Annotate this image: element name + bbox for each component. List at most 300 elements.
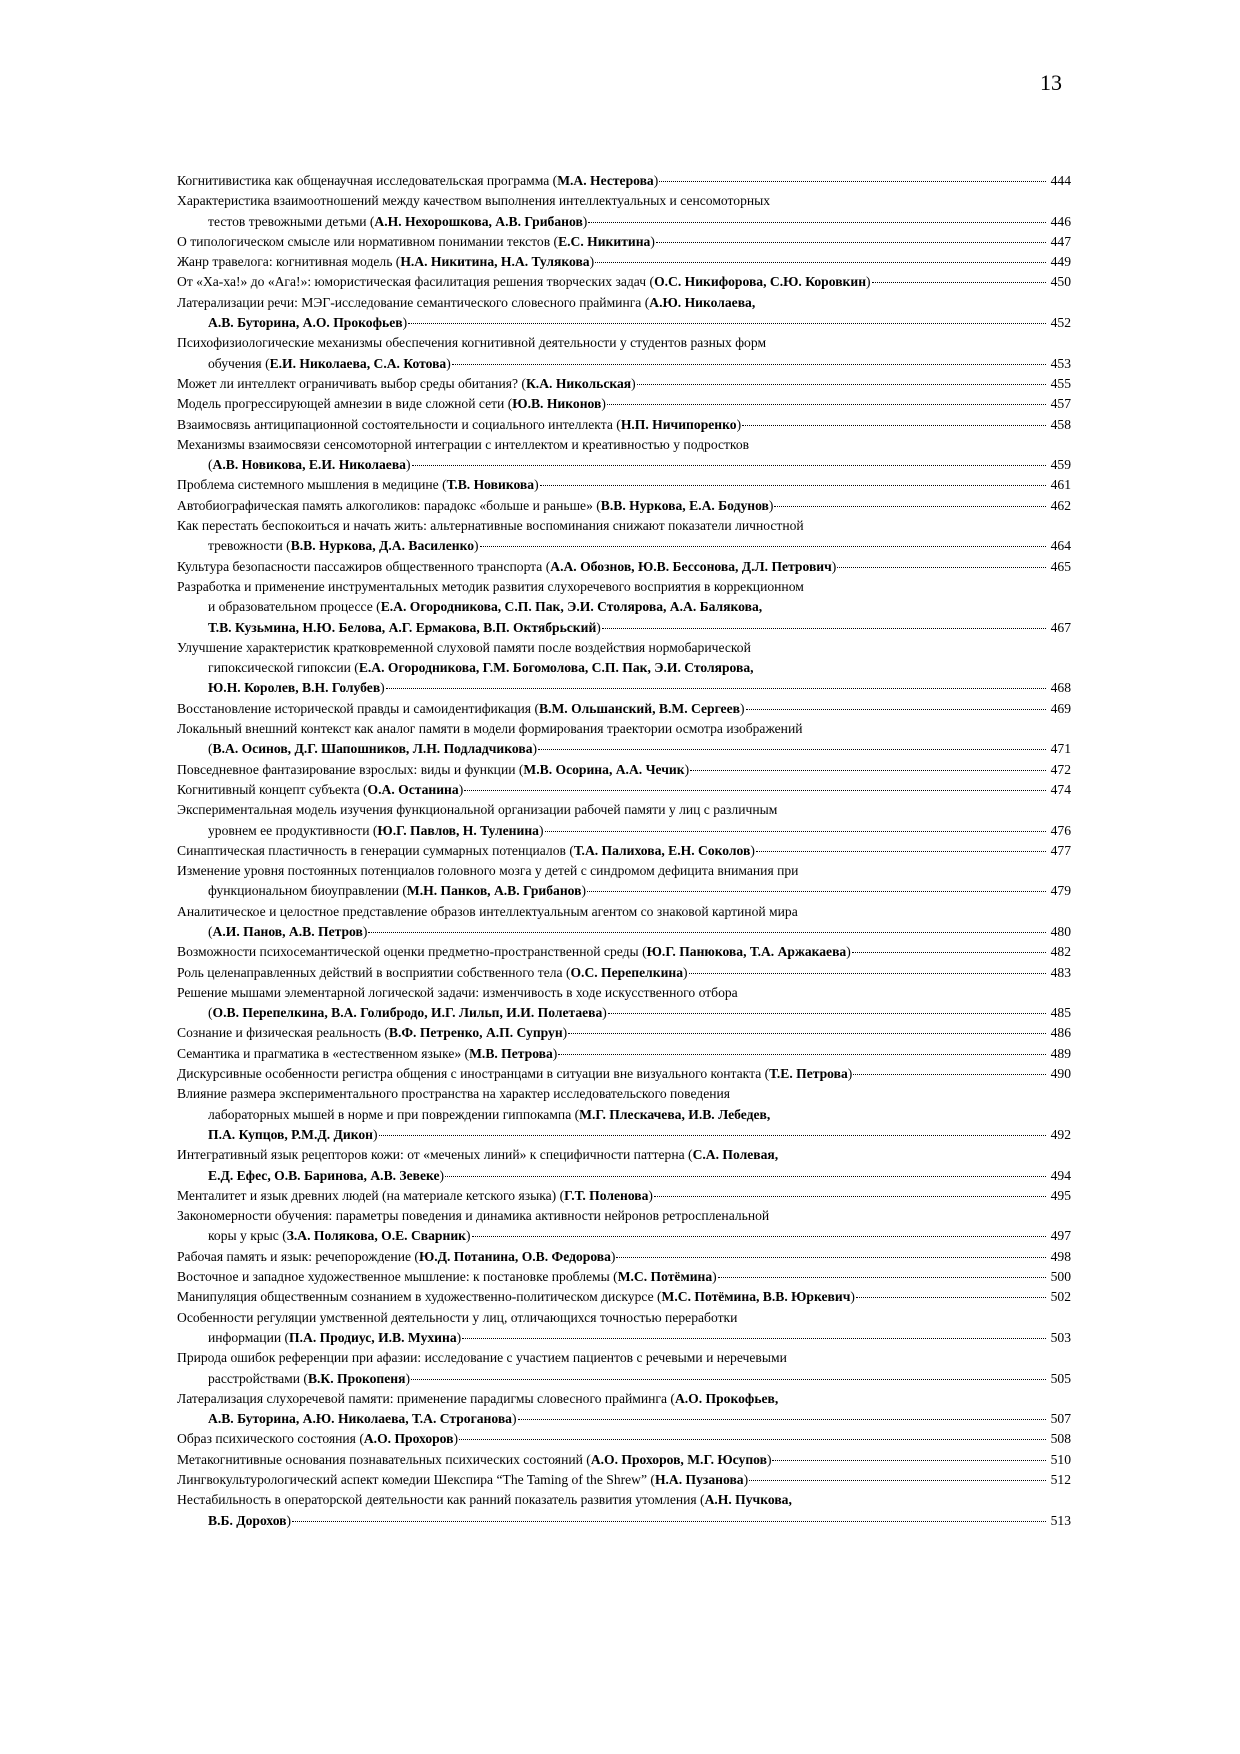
toc-entry-authors: О.С. Никифорова, С.Ю. Коровкин [654,274,867,290]
toc-entry-title: ) [766,1451,772,1467]
toc-entry-title: ) [712,1269,717,1285]
toc-entry-page: 505 [1050,1370,1071,1386]
dot-leader [602,628,1046,629]
dot-leader [772,1460,1046,1461]
dot-leader [690,770,1046,771]
toc-entry-authors: Ю.Н. Королев, В.Н. Голубев [208,680,381,696]
toc-entry-line [177,1328,1071,1348]
toc-entry-page: 457 [1050,396,1071,412]
toc-entry [177,171,1071,191]
toc-entry-line [177,1247,1071,1267]
toc-entry-authors: В.В. Нуркова, Е.А. Бодунов [600,497,769,513]
toc-entry-authors: А.О. Прохоров, М.Г. Юсупов [590,1451,767,1467]
toc-entry-authors: В.К. Прокопеня [307,1370,406,1386]
toc-entry-title: ) [684,761,690,777]
toc-entry-authors: К.А. Никольская [525,375,632,391]
dot-leader [464,790,1046,791]
toc-entry-title: Особенности регуляции умственной деятельности у лиц, отличающихся точностью переработки [177,1309,738,1325]
dot-leader [292,1521,1046,1522]
toc-entry-line [177,354,1071,374]
toc-entry-title: Латерализации речи: МЭГ-исследование семантического словесного прайминга ( [177,294,650,310]
toc-entry-authors: Г.Т. Поленова [564,1187,649,1203]
dot-leader [462,1338,1046,1339]
dot-leader [480,546,1046,547]
toc-entry-title: функциональном биоуправлении ( [208,883,407,899]
toc-entry-line [177,1064,1071,1084]
toc-entry-title: ) [405,457,411,473]
toc-entry-title: ) [466,1228,471,1244]
toc-entry-line [177,415,1071,435]
toc-entry-authors: В.М. Ольшанский, В.М. Сергеев [538,700,740,716]
toc-entry-title: ) [847,1066,853,1082]
toc-entry-page: 502 [1050,1289,1071,1305]
toc-entry-page: 489 [1050,1045,1071,1061]
toc-entry-title: Метакогнитивные основания познавательных психических состояний ( [177,1451,591,1467]
toc-entry-title: коры у крыс ( [208,1228,287,1244]
toc-entry [177,1389,1071,1430]
toc-entry-authors: Ю.В. Никонов [512,396,602,412]
toc-entry-line [177,861,1071,881]
toc-entry-page: 492 [1050,1126,1071,1142]
dot-leader [746,709,1046,710]
toc-entry-page: 465 [1050,558,1071,574]
toc-entry [177,760,1071,780]
toc-entry-title: Улучшение характеристик кратковременной слуховой памяти после воздействия нормобарической [177,639,751,655]
toc-entry-title: ) [511,1411,517,1427]
toc-entry-line [177,1125,1071,1145]
toc-entry-title: ) [736,416,742,432]
toc-entry-title: лабораторных мышей в норме и при повреждении гиппокампа ( [208,1106,580,1122]
toc-entry [177,800,1071,841]
dot-leader [656,242,1046,243]
toc-entry-title: ) [610,1248,616,1264]
toc-entry-title: ( [208,1005,213,1021]
toc-entry-title: ) [380,680,385,696]
toc-entry-page: 498 [1050,1248,1071,1264]
toc-entry-title: ) [538,822,544,838]
toc-entry-title: Возможности психосемантической оценки предметно-пространственной среды ( [177,944,647,960]
toc-entry-authors: В.А. Осинов, Д.Г. Шапошников, Л.Н. Подладчикова [212,741,533,757]
dot-leader [607,404,1046,405]
toc-entry-authors: Т.В. Кузьмина, Н.Ю. Белова, А.Г. Ермакова, В.П. Октябрьский [208,619,597,635]
toc-entry-title: ( [208,457,213,473]
toc-entry-page: 512 [1050,1472,1071,1487]
toc-entry-line [177,760,1071,780]
toc-entry-authors: Ю.Г. Панюкова, Т.А. Аржакаева [646,944,847,960]
toc-entry [177,902,1071,943]
toc-entry-page: 462 [1050,497,1071,513]
dot-leader [518,1419,1046,1420]
toc-entry-line [177,1166,1071,1186]
toc-entry-title: ) [866,274,871,290]
toc-entry-title: Культура безопасности пассажиров общественного транспорта ( [177,558,551,574]
dot-leader [616,1257,1046,1258]
toc-entry [177,841,1071,861]
toc-entry-authors: А.Ю. Николаева, [649,294,756,310]
toc-entry [177,496,1071,516]
toc-entry-authors: Е.С. Никитина [558,233,651,249]
toc-entry-page: 497 [1050,1228,1071,1244]
toc-entry-line [177,1044,1071,1064]
toc-entry-line [177,922,1071,942]
toc-entry-line [177,678,1071,698]
dot-leader [749,1480,1046,1481]
toc-entry-authors: М.В. Осорина, А.А. Чечик [523,761,685,777]
toc-entry [177,942,1071,962]
toc-entry-page: 495 [1050,1187,1071,1203]
toc-entry-title: ) [402,315,408,331]
toc-entry-authors: Н.А. Никитина, Н.А. Тулякова [400,254,590,270]
toc-entry-line [177,800,1071,820]
toc-entry-line [177,191,1071,211]
toc-entry [177,1206,1071,1247]
toc-entry-line [177,1287,1071,1307]
toc-entry [177,719,1071,760]
toc-entry-line [177,841,1071,861]
toc-entry-page: 476 [1050,822,1071,838]
toc-entry-authors: В.В. Нуркова, Д.А. Василенко [290,538,475,554]
dot-leader [856,1297,1046,1298]
toc-entry-line [177,293,1071,313]
toc-entry-title: тестов тревожными детьми ( [208,213,375,229]
toc-entry-title: От «Ха-ха!» до «Ага!»: юмористическая фасилитация решения творческих задач ( [177,274,655,290]
dot-leader [774,506,1046,507]
toc-entry-title: ) [768,497,774,513]
toc-entry-line [177,232,1071,252]
toc-entry-line [177,1308,1071,1328]
toc-entry-page: 444 [1050,173,1071,188]
toc-entry-title: Латерализация слухоречевой памяти: применение парадигмы словесного прайминга ( [177,1390,675,1406]
toc-entry-line [177,942,1071,962]
toc-entry-title: ) [750,842,755,858]
toc-entry-title: Влияние размера экспериментального пространства на характер исследовательского поведения [177,1086,731,1102]
toc-entry [177,191,1071,232]
toc-entry-page: 450 [1050,274,1071,290]
toc-entry-line [177,1023,1071,1043]
dot-leader [689,973,1046,974]
toc-entry-authors: А.О. Прохоров [363,1431,454,1447]
toc-entry-authors: Ю.Г. Павлов, Н. Туленина [377,822,539,838]
dot-leader [558,1054,1046,1055]
dot-leader [412,465,1046,466]
toc-entry-title: Психофизиологические механизмы обеспечения когнитивной деятельности у студентов разных форм [177,335,767,351]
toc-entry [177,1470,1071,1490]
toc-entry-line [177,902,1071,922]
toc-entry-page: 453 [1050,355,1071,371]
toc-entry-authors: Е.Д. Ефес, О.В. Баринова, А.В. Зевеке [208,1167,440,1183]
toc-entry-authors: О.А. Останина [367,781,459,797]
toc-entry [177,1287,1071,1307]
toc-entry-title: Аналитическое и целостное представление образов интеллектуальным агентом со знаковой картиной мира [177,903,798,919]
toc-entry-authors: М.Г. Плескачева, И.В. Лебедев, [579,1106,771,1122]
toc-entry-title: ) [846,944,851,960]
toc-entry-line [177,435,1071,455]
toc-entry-title: Может ли интеллект ограничивать выбор среды обитания? ( [177,375,526,391]
toc-entry-title: ) [589,254,595,270]
toc-entry-line [177,1226,1071,1246]
toc-entry-title: ) [532,741,538,757]
toc-entry-title: Автобиографическая память алкоголиков: парадокс «больше и раньше» ( [177,497,601,513]
toc-entry-page: 507 [1050,1411,1071,1427]
toc-entry-title: ( [208,923,213,939]
toc-entry-line [177,1429,1071,1449]
toc-entry-line [177,780,1071,800]
toc-entry-line [177,496,1071,516]
toc-entry [177,1064,1071,1084]
toc-entry-title: ) [602,1005,607,1021]
dot-leader [408,323,1046,324]
toc-entry-line [177,983,1071,1003]
dot-leader [654,1196,1046,1197]
toc-entry-line [177,1105,1071,1125]
toc-entry-authors: Е.И. Николаева, С.А. Котова [269,355,447,371]
toc-entry-page: 479 [1050,883,1071,899]
toc-entry-authors: Т.А. Палихова, Е.Н. Соколов [573,842,751,858]
toc-entry-page: 455 [1050,375,1071,391]
toc-entry [177,699,1071,719]
toc-entry-authors: М.С. Потёмина [617,1269,713,1285]
toc-entry-page: 477 [1050,842,1071,858]
toc-entry-title: ) [453,1431,459,1447]
page-number: 13 [1040,70,1062,95]
toc-entry-title: ) [446,355,451,371]
toc-entry-authors: Н.А. Пузанова [654,1472,744,1487]
toc-entry-authors: В.Б. Дорохов [208,1512,287,1528]
toc-entry-page: 469 [1050,700,1071,716]
toc-entry [177,1084,1071,1145]
toc-entry-line [177,536,1071,556]
toc-entry-title: обучения ( [208,355,270,371]
toc-entry-line [177,1145,1071,1165]
toc-entry-title: Рабочая память и язык: речепорождение ( [177,1248,419,1264]
toc-entry-title: Восточное и западное художественное мышление: к постановке проблемы ( [177,1269,618,1285]
toc-entry [177,374,1071,394]
toc-entry-title: ) [552,1045,558,1061]
toc-entry-page: 503 [1050,1329,1071,1345]
toc-entry-title: уровнем ее продуктивности ( [208,822,378,838]
toc-entry [177,1348,1071,1389]
toc-entry-line [177,557,1071,577]
toc-entry-page: 480 [1050,923,1071,939]
toc-entry-line [177,1389,1071,1409]
toc-entry-line [177,719,1071,739]
toc-entry [177,232,1071,252]
dot-leader [595,262,1046,263]
toc-entry [177,638,1071,699]
toc-entry [177,1145,1071,1186]
toc-entry [177,577,1071,638]
toc-entry-page: 452 [1050,315,1071,331]
toc-entry-title: ) [850,1289,855,1305]
toc-entry-title: ) [653,173,659,188]
toc-entry [177,516,1071,557]
dot-leader [756,851,1046,852]
dot-leader [386,688,1046,689]
dot-leader [545,831,1047,832]
toc-entry-line [177,1511,1071,1531]
dot-leader [459,1439,1046,1440]
toc-entry-page: 510 [1050,1451,1071,1467]
toc-entry-title: Природа ошибок референции при афазии: исследование с участием пациентов с речевыми и неречевыми [177,1350,787,1366]
toc-entry-title: Модель прогрессирующей амнезии в виде сложной сети ( [177,396,513,412]
toc-entry-line [177,516,1071,536]
toc-entry [177,1490,1071,1531]
toc-entry-title: ) [743,1472,749,1487]
toc-entry-page: 513 [1050,1512,1071,1528]
toc-entry-page: 486 [1050,1025,1071,1041]
toc-entry-authors: Е.А. Огородникова, Г.М. Богомолова, С.П. Пак, Э.И. Столярова, [358,660,754,676]
toc-entry-title: информации ( [208,1329,290,1345]
toc-entry-line [177,739,1071,759]
toc-entry-title: Семантика и прагматика в «естественном языке» ( [177,1045,470,1061]
toc-entry-line [177,212,1071,232]
dot-leader [379,1135,1046,1136]
toc-entry-title: Нестабильность в операторской деятельности как ранний показатель развития утомления ( [177,1492,705,1508]
toc-entry-page: 458 [1050,416,1071,432]
toc-entry [177,394,1071,414]
toc-entry-title: ) [582,213,588,229]
toc-entry-line [177,333,1071,353]
toc-entry-page: 490 [1050,1066,1071,1082]
dot-leader [568,1033,1046,1034]
toc-entry-line [177,1450,1071,1470]
toc-entry [177,415,1071,435]
toc-entry-title: Лингвокультурологический аспект комедии Шекспира “The Taming of the Shrew” ( [177,1472,655,1487]
toc-entry-line [177,1490,1071,1510]
dot-leader [637,384,1046,385]
dot-leader [853,1074,1046,1075]
toc-entry-authors: В.Ф. Петренко, А.П. Супрун [388,1025,563,1041]
toc-entry-title: Когнитивистика как общенаучная исследовательская программа ( [177,173,558,188]
dot-leader [718,1277,1046,1278]
toc-entry [177,557,1071,577]
toc-entry-title: ) [373,1126,378,1142]
toc-entry-title: Роль целенаправленных действий в восприятии собственного тела ( [177,964,571,980]
toc-entry [177,1044,1071,1064]
dot-leader [472,1236,1046,1237]
toc-entry-title: ) [683,964,688,980]
toc-entry-title: ) [631,375,636,391]
toc-entry-line [177,618,1071,638]
dot-leader [588,222,1046,223]
dot-leader [452,364,1046,365]
toc-entry-authors: М.В. Петрова [469,1045,553,1061]
toc-entry-line [177,252,1071,272]
toc-entry-authors: П.А. Купцов, Р.М.Д. Дикон [208,1126,374,1142]
toc-entry [177,1429,1071,1449]
toc-entry-authors: А.Н. Нехорошкова, А.В. Грибанов [374,213,583,229]
table-of-contents [177,171,1071,1531]
dot-leader [411,1379,1046,1380]
toc-entry-title: Как перестать беспокоиться и начать жить: альтернативные воспоминания снижают показатели личностной [177,518,804,534]
dot-leader [368,932,1046,933]
toc-entry [177,293,1071,334]
toc-entry [177,272,1071,292]
toc-entry-title: Проблема системного мышления в медицине ( [177,477,447,493]
toc-entry [177,1308,1071,1349]
toc-entry-title: и образовательном процессе ( [208,599,381,615]
toc-entry-authors: А.Н. Пучкова, [704,1492,792,1508]
toc-entry-authors: М.А. Нестерова [557,173,654,188]
toc-entry-title: Взаимосвязь антиципационной состоятельности и социального интеллекта ( [177,416,621,432]
toc-entry-title: Когнитивный концепт субъекта ( [177,781,368,797]
toc-entry-line [177,171,1071,191]
toc-entry-title: Локальный внешний контекст как аналог памяти в модели формирования траектории осмотра изображений [177,721,803,737]
toc-entry-title: Закономерности обучения: параметры поведения и динамика активности нейронов ретроспленальной [177,1208,770,1224]
toc-entry-line [177,455,1071,475]
toc-entry-line [177,394,1071,414]
toc-entry-authors: З.А. Полякова, О.Е. Сварник [286,1228,466,1244]
toc-entry-title: Повседневное фантазирование взрослых: виды и функции ( [177,761,524,777]
toc-entry-title: ( [208,741,213,757]
toc-entry-line [177,1470,1071,1490]
dot-leader [540,485,1046,486]
toc-entry-title: ) [739,700,745,716]
toc-entry-authors: Т.В. Новикова [446,477,535,493]
toc-entry-title: ) [362,923,368,939]
toc-entry-line [177,658,1071,678]
toc-entry-title: Образ психического состояния ( [177,1431,364,1447]
toc-entry-line [177,821,1071,841]
toc-entry-authors: А.В. Новикова, Е.И. Николаева [212,457,406,473]
toc-entry-title: О типологическом смысле или нормативном понимании текстов ( [177,233,559,249]
toc-entry [177,1186,1071,1206]
toc-entry-authors: О.В. Перепелкина, В.А. Голибродо, И.Г. Лильп, И.И. Полетаева [212,1005,603,1021]
toc-entry-line [177,1084,1071,1104]
toc-entry-authors: О.С. Перепелкина [570,964,684,980]
toc-entry-line [177,313,1071,333]
toc-entry-page: 449 [1050,254,1071,270]
toc-entry-title: ) [474,538,479,554]
toc-entry-line [177,963,1071,983]
toc-entry-line [177,699,1071,719]
toc-entry-authors: Ю.Д. Потанина, О.В. Федорова [418,1248,611,1264]
toc-entry [177,1450,1071,1470]
toc-entry-line [177,272,1071,292]
dot-leader [608,1013,1046,1014]
toc-entry-authors: А.О. Прокофьев, [674,1390,779,1406]
dot-leader [742,425,1046,426]
toc-entry-title: Восстановление исторической правды и самоидентификация ( [177,700,539,716]
toc-entry-title: гипоксической гипоксии ( [208,660,359,676]
toc-entry-authors: А.В. Буторина, А.Ю. Николаева, Т.А. Строганова [208,1411,512,1427]
toc-entry-title: ) [458,781,464,797]
toc-entry [177,983,1071,1024]
toc-entry-title: ) [581,883,586,899]
toc-entry-line [177,475,1071,495]
toc-entry-title: тревожности ( [208,538,291,554]
dot-leader [852,952,1046,953]
toc-entry [177,1247,1071,1267]
toc-entry-line [177,577,1071,597]
toc-entry-title: ) [286,1512,292,1528]
toc-entry-line [177,1206,1071,1226]
toc-entry-authors: А.А. Обознов, Ю.В. Бессонова, Д.Л. Петрович [550,558,832,574]
toc-entry-title: Интегративный язык рецепторов кожи: от «меченых линий» к специфичности паттерна ( [177,1147,693,1163]
toc-entry-line [177,1369,1071,1389]
toc-entry-line [177,638,1071,658]
toc-entry-title: Синаптическая пластичность в генерации суммарных потенциалов ( [177,842,574,858]
toc-entry-title: ) [650,233,655,249]
toc-entry [177,861,1071,902]
toc-entry-title: Менталитет и язык древних людей (на материале кетского языка) ( [177,1187,565,1203]
toc-entry-line [177,597,1071,617]
toc-entry-authors: С.А. Полевая, [692,1147,779,1163]
toc-entry-page: 500 [1050,1269,1071,1285]
toc-entry-title: Жанр травелога: когнитивная модель ( [177,254,401,270]
toc-entry-line [177,374,1071,394]
dot-leader [587,891,1046,892]
